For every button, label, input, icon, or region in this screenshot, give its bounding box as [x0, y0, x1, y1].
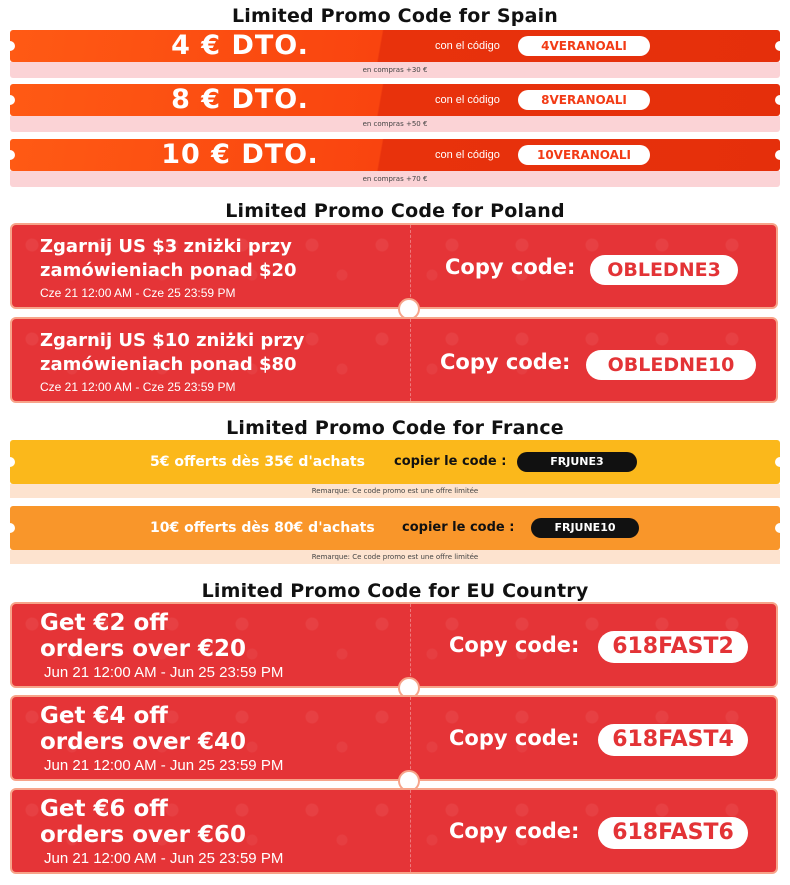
promo-code[interactable]: OBLEDNE10 [586, 350, 756, 380]
offer-line-2: orders over €20 [40, 636, 247, 662]
copy-code-label: Copy code: [449, 726, 580, 750]
coupon-divider [410, 319, 411, 401]
validity-date: Cze 21 12:00 AM - Cze 25 23:59 PM [40, 286, 236, 300]
copy-code-label: Copy code: [449, 819, 580, 843]
offer-line-1: Get €2 off [40, 610, 168, 636]
validity-date: Jun 21 12:00 AM - Jun 25 23:59 PM [44, 850, 284, 867]
eu-coupon-3[interactable] [10, 788, 778, 874]
promo-code[interactable]: FRJUNE3 [517, 452, 637, 472]
promo-code[interactable]: 618FAST4 [598, 724, 748, 756]
france-coupon-1[interactable] [10, 440, 780, 496]
promo-code[interactable]: OBLEDNE3 [590, 255, 738, 285]
spain-section-title: Limited Promo Code for Spain [231, 5, 559, 27]
copy-code-label: Copy code: [440, 350, 571, 374]
france-coupon-2[interactable] [10, 506, 780, 562]
remark-note: Remarque: Ce code promo est une offre limitée [10, 550, 780, 564]
min-purchase-note: en compras +70 € [10, 171, 780, 187]
offer-line-2: zamówieniach ponad $20 [40, 260, 297, 281]
offer-line-1: Get €6 off [40, 796, 168, 822]
offer-line-1: Zgarnij US $10 zniżki przy [40, 330, 305, 351]
min-purchase-note: en compras +50 € [10, 116, 780, 132]
spain-coupon-3[interactable] [10, 139, 780, 187]
poland-coupon-2[interactable] [10, 317, 778, 403]
promo-code[interactable]: 4VERANOALI [518, 36, 650, 56]
code-label: con el código [435, 149, 500, 161]
discount-amount: 4 € DTO. [171, 30, 309, 61]
code-label: copier le code : [394, 454, 507, 469]
promo-code[interactable]: FRJUNE10 [531, 518, 639, 538]
coupon-notch [775, 457, 785, 467]
france-section-title: Limited Promo Code for France [226, 417, 564, 439]
remark-note: Remarque: Ce code promo est une offre limitée [10, 484, 780, 498]
coupon-notch [775, 523, 785, 533]
spain-coupon-2[interactable] [10, 84, 780, 132]
validity-date: Jun 21 12:00 AM - Jun 25 23:59 PM [44, 757, 284, 774]
min-purchase-note: en compras +30 € [10, 62, 780, 78]
validity-date: Cze 21 12:00 AM - Cze 25 23:59 PM [40, 380, 236, 394]
copy-code-label: Copy code: [445, 255, 576, 279]
eu-section-title: Limited Promo Code for EU Country [201, 580, 589, 602]
spain-coupon-1[interactable] [10, 30, 780, 78]
coupon-notch [5, 457, 15, 467]
validity-date: Jun 21 12:00 AM - Jun 25 23:59 PM [44, 664, 284, 681]
code-label: con el código [435, 94, 500, 106]
coupon-divider [410, 697, 411, 779]
eu-coupon-1[interactable] [10, 602, 778, 688]
coupon-divider [410, 790, 411, 872]
offer-line-2: orders over €40 [40, 729, 247, 755]
promo-code[interactable]: 618FAST2 [598, 631, 748, 663]
offer-line-1: Get €4 off [40, 703, 168, 729]
promo-code[interactable]: 10VERANOALI [518, 145, 650, 165]
promo-code[interactable]: 618FAST6 [598, 817, 748, 849]
code-label: copier le code : [402, 520, 515, 535]
coupon-notch [775, 95, 785, 105]
eu-coupon-2[interactable] [10, 695, 778, 781]
offer-line-1: Zgarnij US $3 zniżki przy [40, 236, 292, 257]
coupon-notch [775, 41, 785, 51]
coupon-body [10, 506, 780, 550]
promo-code[interactable]: 8VERANOALI [518, 90, 650, 110]
poland-coupon-1[interactable] [10, 223, 778, 309]
discount-amount: 8 € DTO. [171, 84, 309, 115]
poland-section-title: Limited Promo Code for Poland [225, 200, 565, 222]
coupon-divider [410, 225, 411, 307]
coupon-divider [410, 604, 411, 686]
offer-text: 5€ offerts dès 35€ d'achats [150, 454, 365, 470]
offer-text: 10€ offerts dès 80€ d'achats [150, 520, 375, 536]
code-label: con el código [435, 40, 500, 52]
discount-amount: 10 € DTO. [161, 139, 319, 170]
copy-code-label: Copy code: [449, 633, 580, 657]
coupon-notch [775, 150, 785, 160]
offer-line-2: zamówieniach ponad $80 [40, 354, 297, 375]
coupon-notch [5, 523, 15, 533]
offer-line-2: orders over €60 [40, 822, 247, 848]
